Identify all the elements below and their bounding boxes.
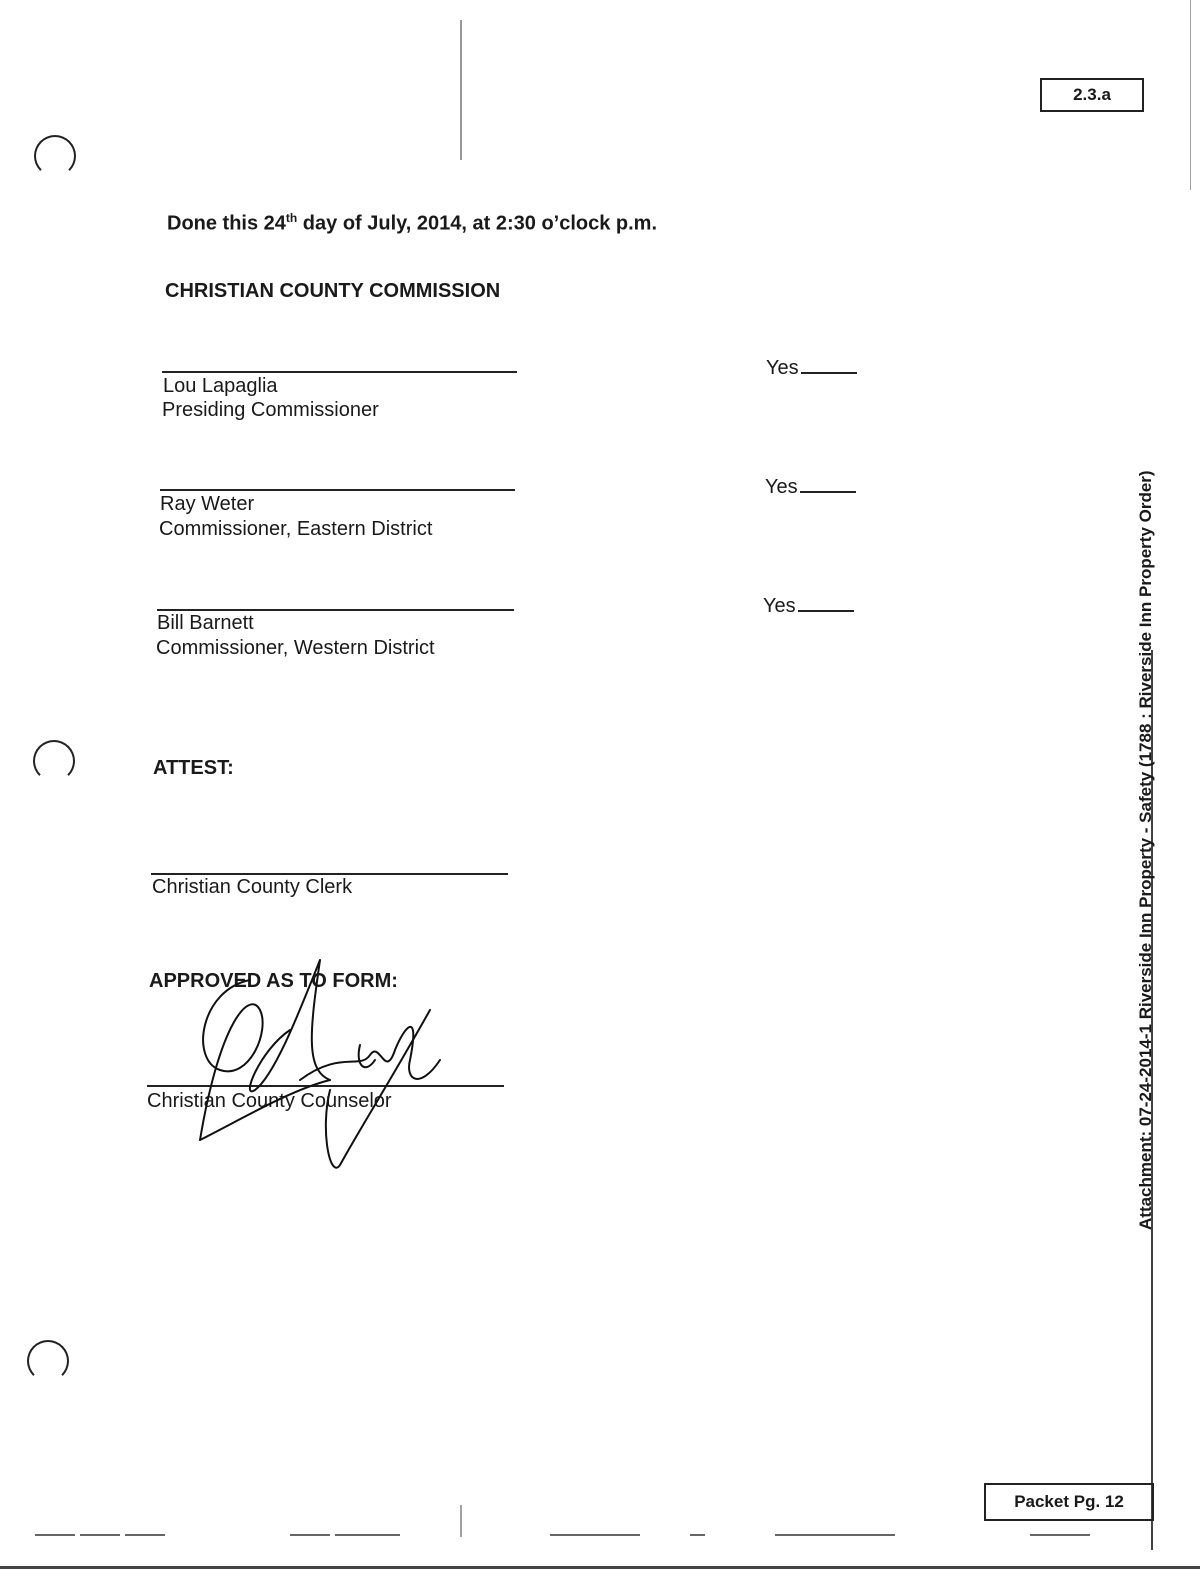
- date-line-prefix: Done this 24: [167, 212, 286, 235]
- attachment-tag-box: [1040, 78, 1144, 112]
- punch-hole-bottom: [27, 1340, 69, 1382]
- scan-bottom-dashes: [0, 1530, 1200, 1540]
- signatory-title-western: Commissioner, Western District: [156, 637, 435, 659]
- vote-blank-eastern: [800, 471, 856, 493]
- date-line-ordinal: th: [285, 211, 298, 225]
- vote-blank-presiding: [801, 352, 857, 374]
- packet-page-box: [984, 1483, 1154, 1521]
- vote-presiding: [766, 352, 857, 380]
- vote-label-eastern: Yes: [765, 476, 798, 498]
- scan-fold-mark-top: [460, 20, 462, 160]
- vote-blank-western: [798, 590, 854, 612]
- punch-hole-middle: [33, 740, 75, 782]
- scan-bottom-edge: [0, 1566, 1200, 1569]
- date-line: [167, 206, 657, 236]
- signatory-title-eastern: Commissioner, Eastern District: [159, 518, 433, 540]
- signatory-name-presiding: Lou Lapaglia: [163, 375, 278, 397]
- vote-western: [763, 590, 854, 618]
- counselor-signature: [180, 950, 460, 1190]
- signature-line-presiding: [162, 371, 517, 373]
- date-line-rest: day of July, 2014, at 2:30 o’clock p.m.: [297, 212, 658, 235]
- vote-label-presiding: Yes: [766, 357, 799, 379]
- punch-hole-top: [34, 135, 76, 177]
- vote-eastern: [765, 471, 856, 499]
- signatory-title-presiding: Presiding Commissioner: [162, 399, 379, 421]
- counselor-title: Christian County Counselor: [147, 1090, 392, 1112]
- attest-label: ATTEST:: [153, 757, 234, 779]
- signatory-name-western: Bill Barnett: [157, 612, 254, 634]
- vote-label-western: Yes: [763, 595, 796, 617]
- commission-heading: CHRISTIAN COUNTY COMMISSION: [165, 280, 501, 302]
- packet-page-label: Packet Pg. 12: [1014, 1492, 1124, 1511]
- clerk-title: Christian County Clerk: [152, 876, 353, 898]
- signature-line-eastern: [160, 489, 515, 491]
- scan-right-edge: [1190, 0, 1191, 190]
- attachment-tag-label: 2.3.a: [1073, 85, 1111, 104]
- approved-as-to-form-label: APPROVED AS TO FORM:: [149, 970, 398, 992]
- side-attachment-text: Attachment: 07-24-2014-1 Riverside Inn Property - Safety (1788 : Riverside Inn Property Order): [1136, 470, 1155, 1230]
- signatory-name-eastern: Ray Weter: [160, 493, 255, 515]
